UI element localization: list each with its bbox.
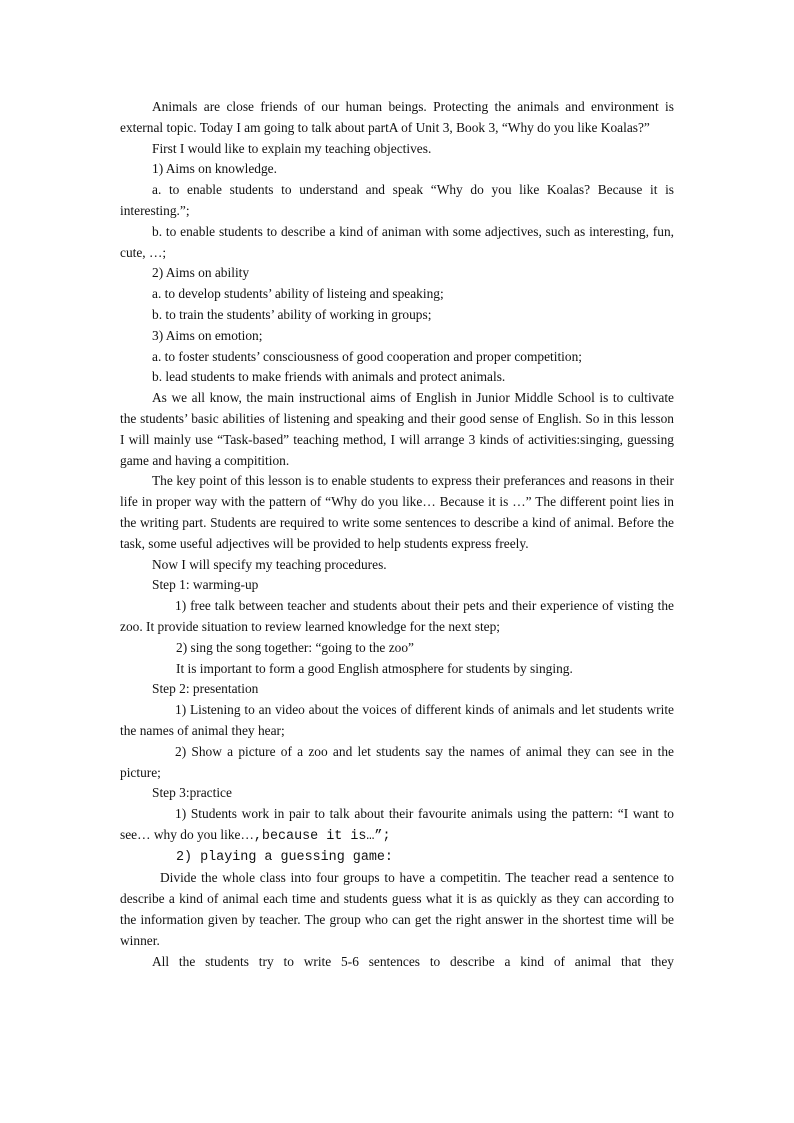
list-item-emotion-a: a. to foster students’ consciousness of good cooperation and proper competition; (152, 348, 583, 364)
paragraph-objectives-intro: First I would like to explain my teaching objectives. (152, 140, 432, 156)
paragraph-method: As we all know, the main instructional aims of English in Junior Middle School is to cultivate the students’ basic abilities of listening and speaking and their good sense of English. So in this lesson I will mainly use “Task-based” teaching method, I will arrange 3 kinds of activities:singing, guessing game and having a compitition. (120, 390, 674, 468)
list-item-step2-1: 1) Listening to an video about the voices of different kinds of animals and let students write the names of animal they hear; (120, 702, 674, 738)
list-item-knowledge-a: a. to enable students to understand and speak “Why do you like Koalas? Because it is interesting.”; (120, 182, 674, 218)
document-page (120, 97, 674, 972)
step3-1-text-mono: ,because it is…”; (253, 828, 391, 844)
heading-aims-ability: 2) Aims on ability (152, 265, 250, 281)
heading-step-2: Step 2: presentation (152, 681, 259, 697)
list-item-step1-1: 1) free talk between teacher and students about their pets and their experience of visting the zoo. It provide situation to review learned knowledge for the next step; (120, 598, 674, 634)
paragraph-procedures: Now I will specify my teaching procedures. (152, 556, 387, 572)
list-item-emotion-b: b. lead students to make friends with animals and protect animals. (152, 369, 506, 385)
list-item-ability-b: b. to train the students’ ability of working in groups; (152, 306, 432, 322)
paragraph-writing: All the students try to write 5-6 sentences to describe a kind of animal that they (152, 953, 674, 969)
heading-aims-knowledge: 1) Aims on knowledge. (152, 161, 277, 177)
heading-aims-emotion: 3) Aims on emotion; (152, 327, 263, 343)
paragraph-intro: Animals are close friends of our human beings. Protecting the animals and environment is external topic. Today I am going to talk about partA of Unit 3, Book 3, “Why do you like Koalas?” (120, 99, 674, 135)
list-item-step2-2: 2) Show a picture of a zoo and let students say the names of animal they can see in the picture; (120, 743, 674, 780)
heading-step-3: Step 3:practice (152, 785, 232, 801)
paragraph-guessing-game: Divide the whole class into four groups to have a competitin. The teacher read a sentence to describe a kind of animal each time and students guess what it is as quickly as they can according to the information given by teacher. The group who can get the right answer in the shortest time will be winner. (120, 870, 674, 948)
paragraph-step1-note: It is important to form a good English atmosphere for students by singing. (176, 660, 573, 676)
list-item-step3-1 (120, 804, 674, 848)
step3-1-text: 1) Students work in pair to talk about their favourite animals using the pattern: “I want to see… why do you like… (120, 806, 674, 842)
paragraph-key-point: The key point of this lesson is to enable students to express their preferances and reasons in their life in proper way with the pattern of “Why do you like… Because it is …” The different point lies in the writing part. Students are required to write some sentences to describe a kind of animal. Before the task, some useful adjectives will be provided to help students express freely. (120, 473, 674, 551)
heading-step-1: Step 1: warming-up (152, 577, 259, 593)
list-item-step1-2: 2) sing the song together: “going to the zoo” (176, 639, 415, 655)
list-item-knowledge-b: b. to enable students to describe a kind of animan with some adjectives, such as interesting, fun, cute, …; (120, 223, 674, 260)
list-item-step3-2: 2) playing a guessing game: (176, 849, 393, 865)
list-item-ability-a: a. to develop students’ ability of listeing and speaking; (152, 286, 444, 302)
